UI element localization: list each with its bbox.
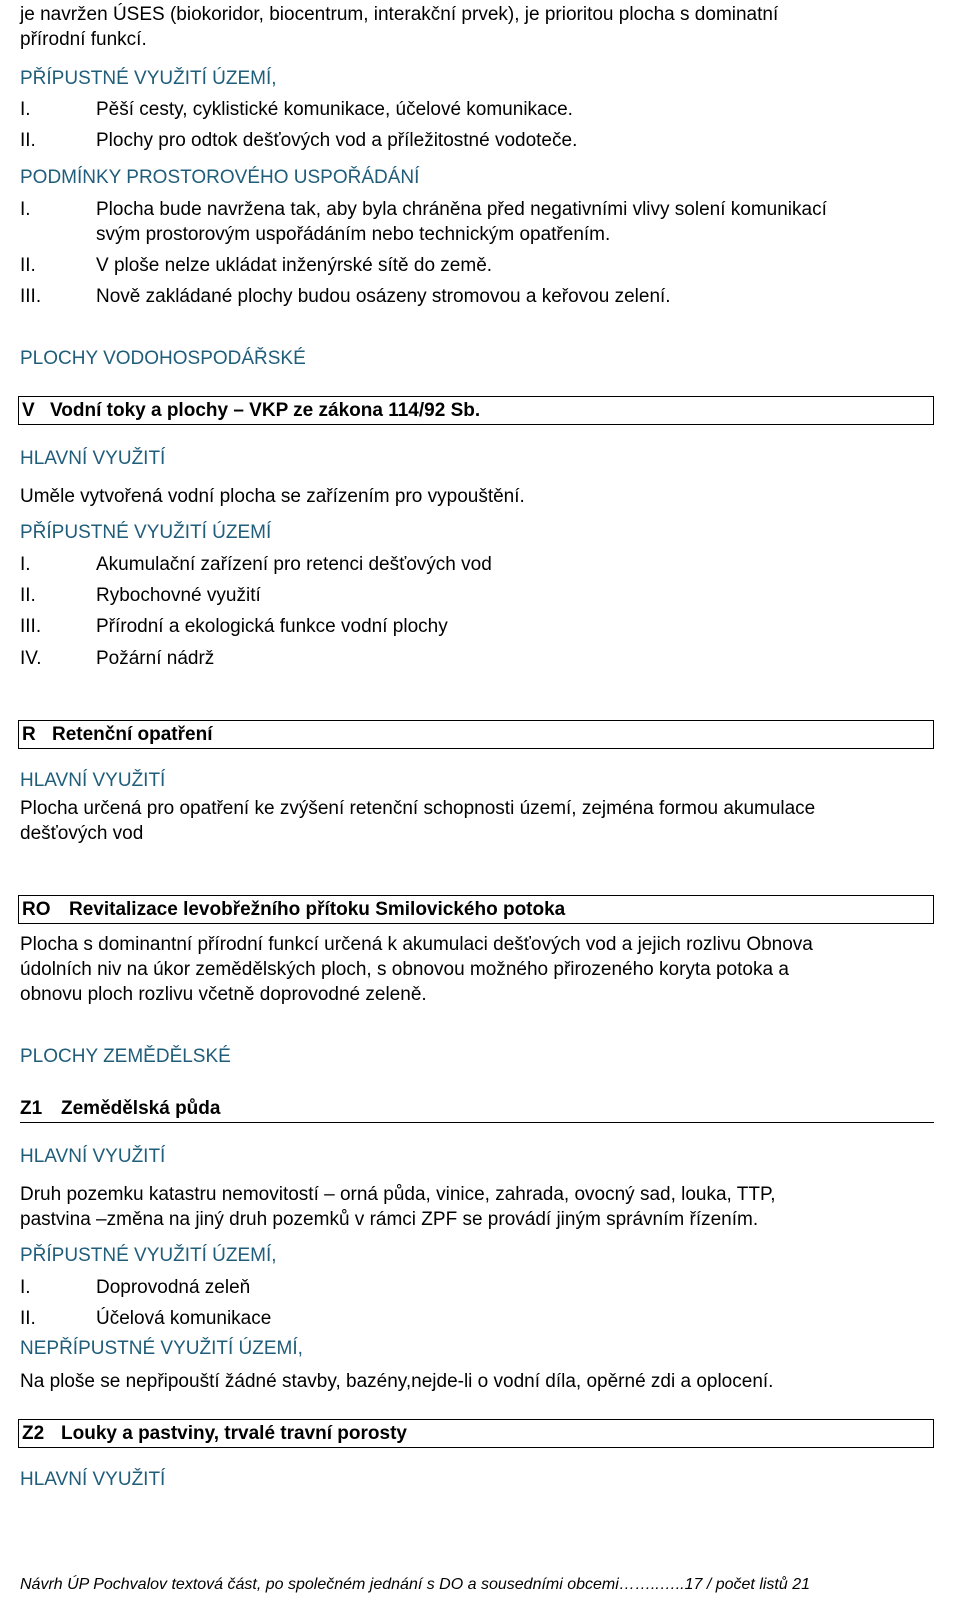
list-item-number: I. — [20, 554, 31, 575]
box-code: R — [22, 724, 36, 745]
r-text-line-1: Plocha určená pro opatření ke zvýšení retenční schopnosti území, zejména formou akumulace — [20, 798, 816, 819]
ro-text-line-2: údolních niv na úkor zemědělských ploch, s obnovou možného přirozeného koryta potoka a — [20, 959, 789, 980]
list-item-number: IV. — [20, 648, 42, 669]
section-heading-agri: PLOCHY ZEMĚDĚLSKÉ — [20, 1046, 231, 1067]
box-title: Vodní toky a plochy – VKP ze zákona 114/92 Sb. — [50, 400, 481, 421]
box-title: Louky a pastviny, trvalé travní porosty — [61, 1423, 407, 1444]
list-item-text: Přírodní a ekologická funkce vodní plochy — [96, 616, 448, 637]
list-item-text: Plochy pro odtok dešťových vod a příležitostné vodoteče. — [96, 130, 578, 151]
main-use-text: Uměle vytvořená vodní plocha se zařízením pro vypouštění. — [20, 486, 525, 507]
box-code: Z1 — [20, 1098, 43, 1119]
section-box-ro — [18, 895, 934, 924]
main-use-heading: HLAVNÍ VYUŽITÍ — [20, 1469, 166, 1490]
permitted-heading-2: PŘÍPUSTNÉ VYUŽITÍ ÚZEMÍ — [20, 522, 272, 543]
list-item-text: Doprovodná zeleň — [96, 1277, 251, 1298]
agri-text-line-2: pastvina –změna na jiný druh pozemků v rámci ZPF se provádí jiným správním řízením. — [20, 1209, 759, 1230]
list-item-number: II. — [20, 585, 36, 606]
box-title: Retenční opatření — [52, 724, 213, 745]
list-item-text: Rybochovné využití — [96, 585, 261, 606]
main-use-heading: HLAVNÍ VYUŽITÍ — [20, 770, 166, 791]
forbidden-text: Na ploše se nepřipouští žádné stavby, bazény,nejde-li o vodní díla, opěrné zdi a oplocení. — [20, 1371, 774, 1392]
page-footer: Návrh ÚP Pochvalov textová část, po společném jednání s DO a sousedními obcemi……..…..17 / počet listů 21 — [20, 1576, 811, 1593]
list-item-number: I. — [20, 99, 31, 120]
list-item-text: V ploše nelze ukládat inženýrské sítě do země. — [96, 255, 493, 276]
box-code: V — [22, 400, 35, 421]
box-title: Revitalizace levobřežního přítoku Smilovického potoka — [69, 899, 566, 920]
section-box-z2 — [18, 1419, 934, 1448]
section-box-r — [18, 720, 934, 749]
main-use-heading: HLAVNÍ VYUŽITÍ — [20, 1146, 166, 1167]
list-item-text: svým prostorovým uspořádáním nebo technickým opatřením. — [96, 224, 611, 245]
section-heading-water: PLOCHY VODOHOSPODÁŘSKÉ — [20, 348, 306, 369]
intro-line-2: přírodní funkcí. — [20, 29, 147, 50]
section-box-v — [18, 396, 934, 425]
list-item-number: II. — [20, 1308, 36, 1329]
conditions-heading: PODMÍNKY PROSTOROVÉHO USPOŘÁDÁNÍ — [20, 167, 420, 188]
list-item-number: I. — [20, 1277, 31, 1298]
list-item-text: Požární nádrž — [96, 648, 215, 669]
list-item-number: III. — [20, 616, 42, 637]
agri-text-line-1: Druh pozemku katastru nemovitostí – orná půda, vinice, zahrada, ovocný sad, louka, TTP, — [20, 1184, 776, 1205]
box-title: Zemědělská půda — [61, 1098, 221, 1119]
list-item-text: Pěší cesty, cyklistické komunikace, účelové komunikace. — [96, 99, 573, 120]
r-text-line-2: dešťových vod — [20, 823, 144, 844]
section-box-z1 — [20, 1096, 934, 1123]
forbidden-heading: NEPŘÍPUSTNÉ VYUŽITÍ ÚZEMÍ, — [20, 1338, 303, 1359]
ro-text-line-1: Plocha s dominantní přírodní funkcí určená k akumulaci dešťových vod a jejich rozlivu Obnova — [20, 934, 813, 955]
list-item-number: II. — [20, 255, 36, 276]
list-item-text: Plocha bude navržena tak, aby byla chráněna před negativními vlivy solení komunikací — [96, 199, 827, 220]
permitted-heading-1: PŘÍPUSTNÉ VYUŽITÍ ÚZEMÍ, — [20, 68, 277, 89]
list-item-text: Akumulační zařízení pro retenci dešťových vod — [96, 554, 492, 575]
intro-line-1: je navržen ÚSES (biokoridor, biocentrum, interakční prvek), je prioritou plocha s dominatní — [20, 4, 779, 25]
list-item-text: Účelová komunikace — [96, 1308, 272, 1329]
list-item-number: II. — [20, 130, 36, 151]
box-code: Z2 — [22, 1423, 45, 1444]
list-item-text: Nově zakládané plochy budou osázeny stromovou a keřovou zelení. — [96, 286, 671, 307]
box-code: RO — [22, 899, 51, 920]
list-item-number: I. — [20, 199, 31, 220]
list-item-number: III. — [20, 286, 42, 307]
permitted-heading-3: PŘÍPUSTNÉ VYUŽITÍ ÚZEMÍ, — [20, 1245, 277, 1266]
main-use-heading: HLAVNÍ VYUŽITÍ — [20, 448, 166, 469]
ro-text-line-3: obnovu ploch rozlivu včetně doprovodné zeleně. — [20, 984, 427, 1005]
